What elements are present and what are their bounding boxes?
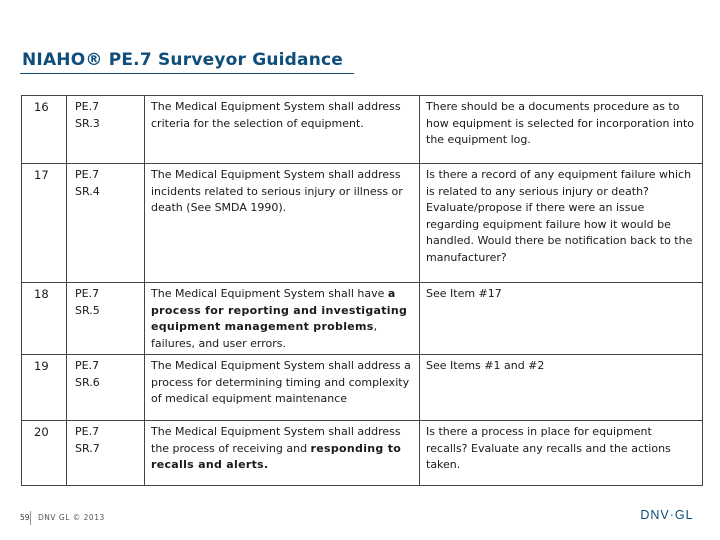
requirement-text <box>145 355 420 421</box>
standard-reference <box>67 355 145 421</box>
item-number: 18 <box>22 283 67 355</box>
requirement-text <box>145 164 420 283</box>
table-row <box>22 96 703 164</box>
standard-reference <box>67 421 145 486</box>
title-underline <box>20 73 354 74</box>
table-row <box>22 421 703 486</box>
requirement-text <box>145 283 420 355</box>
item-number: 20 <box>22 421 67 486</box>
sr-code: SR.7 <box>75 441 100 455</box>
dnv-gl-logo <box>628 506 706 526</box>
copyright-text: DNV GL © 2013 <box>38 513 105 522</box>
guidance-text: There should be a documents procedure as to how equipment is selected for incorporation into the equipment log. <box>420 96 703 164</box>
footer-divider <box>30 511 31 525</box>
item-number: 17 <box>22 164 67 283</box>
requirement-segment: The Medical Equipment System shall have <box>151 287 388 300</box>
guidance-text: Is there a process in place for equipment recalls? Evaluate any recalls and the actions taken. <box>420 421 703 486</box>
requirement-text <box>145 96 420 164</box>
sr-code: SR.3 <box>75 116 100 130</box>
standard-reference <box>67 164 145 283</box>
guidance-table <box>21 95 703 486</box>
requirement-segment: The Medical Equipment System shall address incidents related to serious injury or illness or death (See SMDA 1990). <box>151 168 403 214</box>
item-number: 19 <box>22 355 67 421</box>
sr-code: SR.4 <box>75 184 100 198</box>
standard-code: PE.7 <box>75 287 100 300</box>
logo-text: DNV·GL <box>628 508 706 522</box>
footer <box>0 509 720 529</box>
requirement-segment: The Medical Equipment System shall address criteria for the selection of equipment. <box>151 100 401 130</box>
requirement-segment: The Medical Equipment System shall address a process for determining timing and complexity of medical equipment maintenance <box>151 359 411 405</box>
requirement-emphasis: a process for reporting and investigating equipment management problems <box>151 287 408 333</box>
requirement-text <box>145 421 420 486</box>
standard-reference <box>67 96 145 164</box>
requirement-segment: The Medical Equipment System shall address the process of receiving and <box>151 425 401 455</box>
sr-code: SR.5 <box>75 303 100 317</box>
guidance-text: Is there a record of any equipment failure which is related to any serious injury or death? Evaluate/propose if there were an issue regarding equipment failure how it would be handled. Would there be notification back to the manufacturer? <box>420 164 703 283</box>
standard-code: PE.7 <box>75 100 100 113</box>
page-number: 59 <box>20 513 30 522</box>
table-row <box>22 283 703 355</box>
standard-code: PE.7 <box>75 168 100 181</box>
standard-code: PE.7 <box>75 425 100 438</box>
table-row <box>22 355 703 421</box>
item-number: 16 <box>22 96 67 164</box>
standard-reference <box>67 283 145 355</box>
guidance-text: See Item #17 <box>420 283 703 355</box>
page-title: NIAHO® PE.7 Surveyor Guidance <box>22 50 344 70</box>
guidance-text: See Items #1 and #2 <box>420 355 703 421</box>
standard-code: PE.7 <box>75 359 100 372</box>
table-row <box>22 164 703 283</box>
sr-code: SR.6 <box>75 375 100 389</box>
requirement-emphasis: responding to recalls and alerts. <box>151 441 402 471</box>
requirement-segment: , failures, and user errors. <box>151 320 378 350</box>
